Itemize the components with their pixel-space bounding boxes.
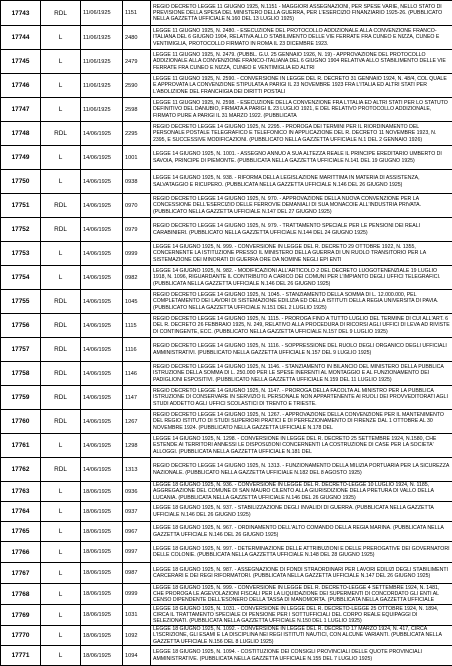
act-type: L — [41, 522, 81, 542]
record-number: 17748 — [1, 122, 41, 146]
table-row — [1, 605, 452, 626]
act-date: 14/06/1925 — [81, 410, 123, 434]
act-type: RDL — [41, 458, 81, 482]
table-row — [1, 26, 452, 50]
table-row — [1, 122, 452, 146]
act-number: 1298 — [123, 434, 151, 458]
act-number: 0967 — [123, 522, 151, 542]
act-number: 0979 — [123, 218, 151, 242]
act-description: REGIO DECRETO LEGGE 14 GIUGNO 1925, N. 1146. - STANZIAMENTO IN BILANCIO DEL MINISTERO DELLA PUBBLICA ISTRUZIONE DELLA SOMMA DI L. 250.000 PER LE SPESE INERENTI AL MONTAGGIO E AL FUNZIONAMENTO DEI PADIGLIONI ESPOSITIVI. (PUBBLICATO NELLA GAZZETTA UFFICIALE N.159 DEL 11 LUGLIO 1925) — [151, 362, 452, 386]
act-type: RDL — [41, 194, 81, 218]
table-row — [1, 290, 452, 314]
table-row — [1, 194, 452, 218]
act-type: L — [41, 26, 81, 50]
act-number: 1094 — [123, 646, 151, 666]
act-number: 2295 — [123, 122, 151, 146]
act-type: RDL — [41, 314, 81, 338]
act-description: REGIO DECRETO LEGGE 14 GIUGNO 1925, N. 1116. - SOPPRESSIONE DEL RUOLO DEGLI ORGANICO DEGLI UFFICIALI AMMINISTRATIVI. (PUBBLICATO NELLA GAZZETTA UFFICIALE N.157 DEL 9 LUGLIO 1925) — [151, 338, 452, 362]
act-description: LEGGE 18 GIUGNO 1925, N. 967. - ORDINAMENTO DELL'ALTO COMANDO DELLA REGIA MARINA. (PUBBLICATA NELLA GAZZETTA UFFICIALE N.146 DEL 26 GIUGNO 1925) — [151, 522, 452, 542]
act-type: RDL — [41, 1, 81, 26]
act-description: REGIO DECRETO LEGGE 14 GIUGNO 1925, N. 1313. - FUNZIONAMENTO DELLA MILIZIA PORTUARIA PER LA SICUREZZA NAZIONALE. (PUBBLICATO NELLA GAZZETTA UFFICIALE N.182 DEL 8 AGOSTO 1925) — [151, 458, 452, 482]
table-row — [1, 146, 452, 170]
act-type: L — [41, 502, 81, 522]
table-row — [1, 563, 452, 584]
act-description: LEGGE 18 GIUGNO 1925, N. 997. - DETERMINAZIONE DELLE ATTRIBUZIONI E DELLE PREROGATIVE DEI GOVERNATORI DELLE COLONIE. (PUBBLICATA NELLA GAZZETTA UFFICIALE N.148 DEL 28 GIUGNO 1925) — [151, 542, 452, 563]
record-number: 17743 — [1, 1, 41, 26]
act-type: L — [41, 170, 81, 194]
act-number: 0970 — [123, 194, 151, 218]
act-description: LEGGE 18 GIUGNO 1925, N. 1031. - CONVERSIONE IN LEGGE DEL R. DECRETO-LEGGE 25 OTTOBRE 1924, N. 1894, CIRCA IL TRATTAMENTO SPECIALE DI PENSIONE PER I SOTTUFFICIALI DEL CORPO REALE EQUIPAGGI DI SELEZIONATI. (PUBBLICATA NELLA GAZZETTA UFFICIALE N.150 DEL 1 LUGLIO 1925) — [151, 605, 452, 626]
act-description: LEGGE 11 GIUGNO 1925, N. 2479. (PUBBL. G.U. 25 GENNAIO 1926, N. 19) - APPROVAZIONE DEL PROTOCOLLO ADDIZIONALE ALLA CONVENZIONE FRANCO-ITALIANA DEL 6 GIUGNO 1904 RELATIVA ALLO STABILIMENTO DELLE VIE FERRATE FRA CUNEO E NIZZA, CUNEO E VENTIMIGLIA ED ALTRI — [151, 50, 452, 74]
act-date: 18/06/1925 — [81, 626, 123, 646]
table-row — [1, 434, 452, 458]
act-date: 18/06/1925 — [81, 605, 123, 626]
record-number: 17750 — [1, 170, 41, 194]
act-type: RDL — [41, 338, 81, 362]
act-date: 14/06/1925 — [81, 122, 123, 146]
table-row — [1, 626, 452, 646]
act-date: 11/06/1925 — [81, 74, 123, 98]
act-date: 11/06/1925 — [81, 1, 123, 26]
act-number: 0999 — [123, 242, 151, 266]
act-description: LEGGE 18 GIUGNO 1925, N. 937. - STABILIZZAZIONE DEGLI INVALIDI DI GUERRA. (PUBBLICATA NELLA GAZZETTA UFFICIALE N.146 DEL 26 GIUGNO 1925) — [151, 502, 452, 522]
act-date: 11/06/1925 — [81, 26, 123, 50]
act-description: LEGGE 18 GIUGNO 1925, N. 1092. - CONVERSIONE IN LEGGE DEL R. DECRETO 17 MARZO 1924, N. 417, CIRCA L'ISCRIZIONE, GLI ESAMI E LA DISCIPLINA NEI REGI ISTITUTI NAUTICI, CON ALCUNE VARIANTI. (PUBBLICATA NELLA GAZZETTA UFFICIALE N.156 DEL 8 LUGLIO 1925) — [151, 626, 452, 646]
decree-register-body — [1, 1, 452, 666]
act-number: 1115 — [123, 314, 151, 338]
act-number: 2598 — [123, 98, 151, 122]
record-number: 17757 — [1, 338, 41, 362]
act-number: 1045 — [123, 290, 151, 314]
record-number: 17747 — [1, 98, 41, 122]
act-description: LEGGE 14 GIUGNO 1925, N. 1298. - CONVERSIONE IN LEGGE DEL R. DECRETO 25 SETTEMBRE 1924, N.1580, CHE ESTENDE AI TERRITORI ANNESSI LE DISPOSIZIONI CONCERNENTI LA COSTRUZIONE DI CASE PER LA SOCIETA' ALLOGGI. (PUBBLICATA NELLA GAZZETTA UFFICIALE N.181 DEL — [151, 434, 452, 458]
table-row — [1, 458, 452, 482]
record-number: 17759 — [1, 386, 41, 410]
act-date: 11/06/1925 — [81, 50, 123, 74]
act-number: 2479 — [123, 50, 151, 74]
act-type: L — [41, 626, 81, 646]
act-description: REGIO DECRETO LEGGE 14 GIUGNO 1925, N. 2295. - PROROGA DEI TERMINI PER IL RIORDINAMENTO DEL PERSONALE POSTALE TELEGRAFICO E TELEFONICO IN APPLICAZIONE DEL R. DECRETO 11 NOVEMBRE 1923, N. 2395, E SUCCESSIVE MODIFICAZIONI. (PUBBLICATO NELLA GAZZETTA UFFICIALE N.1 DEL 2 GENNAIO 1926) — [151, 122, 452, 146]
act-date: 18/06/1925 — [81, 482, 123, 502]
act-date: 14/06/1925 — [81, 338, 123, 362]
act-type: L — [41, 563, 81, 584]
act-date: 18/06/1925 — [81, 542, 123, 563]
record-number: 17761 — [1, 434, 41, 458]
act-number: 1001 — [123, 146, 151, 170]
act-number: 0938 — [123, 170, 151, 194]
record-number: 17745 — [1, 50, 41, 74]
record-number: 17771 — [1, 646, 41, 666]
table-row — [1, 542, 452, 563]
act-date: 14/06/1925 — [81, 434, 123, 458]
act-date: 18/06/1925 — [81, 646, 123, 666]
record-number: 17760 — [1, 410, 41, 434]
act-description: LEGGE 11 GIUGNO 1925, N. 2590. - CONVERSIONE IN LEGGE DEL R. DECRETO 31 GENNAIO 1924, N. 48/4, COL QUALE E APPROVATA LA CONVENZIONE STIPULATA A PARIGI IL 23 NOVEMBRE 1923 FRA L'ITALIA ED ALTRI STATI PER L'ABOLIZIONE DEL FRANCHIGIA DEI DIRITTI POSTALI — [151, 74, 452, 98]
act-type: L — [41, 482, 81, 502]
act-number: 0982 — [123, 266, 151, 290]
act-type: L — [41, 50, 81, 74]
act-number: 1147 — [123, 386, 151, 410]
act-number: 0997 — [123, 542, 151, 563]
act-date: 18/06/1925 — [81, 584, 123, 605]
act-number: 1092 — [123, 626, 151, 646]
act-description: LEGGE 14 GIUGNO 1925, N. 982. - MODIFICAZIONI ALL'ARTICOLO 2 DEL DECRETO LUOGOTENENZIALE 19 LUGLIO 1918, N. 1096, RIGUARDANTE IL CONTRIBUTO A CARICO DEI COMUNI PER L'IMPIANTO DEGLI UFFICI TELEGRAFICI. (PUBBLICATA NELLA GAZZETTA UFFICIALE N.146 DEL 26 GIUGNO 1925) — [151, 266, 452, 290]
act-number: 0987 — [123, 563, 151, 584]
table-row — [1, 522, 452, 542]
act-description: LEGGE 14 GIUGNO 1925, N. 1001. - ASSEGNO ANNUO A SUA ALTEZZA REALE IL PRINCIPE EREDITARIO UMBERTO DI SAVOIA, PRINCIPE DI PIEMONTE. (PUBBLICATA NELLA GAZZETTA UFFICIALE N.141 DEL 19 GIUGNO 1925) — [151, 146, 452, 170]
record-number: 17752 — [1, 218, 41, 242]
record-number: 17746 — [1, 74, 41, 98]
act-type: L — [41, 242, 81, 266]
act-date: 18/06/1925 — [81, 563, 123, 584]
act-number: 2590 — [123, 74, 151, 98]
table-row — [1, 386, 452, 410]
table-row — [1, 74, 452, 98]
act-number: 1313 — [123, 458, 151, 482]
record-number: 17754 — [1, 266, 41, 290]
act-type: L — [41, 98, 81, 122]
act-description: REGIO DECRETO LEGGE 14 GIUGNO 1925, N. 1045. - STANZIAMENTO DELLA SOMMA DI L. 12.000.000, PEL COMPLETAMENTO DEI LAVORI DI SISTEMAZIONE EDILIZIA ED DELLA ISTITUTI DELLA REGIA UNIVERSITA DI PAVIA. (PUBBLICATO NELLA GAZZETTA UFFICIALE N.151 DEL 2 LUGLIO 1925) — [151, 290, 452, 314]
table-row — [1, 50, 452, 74]
act-number: 0999 — [123, 584, 151, 605]
record-number: 17751 — [1, 194, 41, 218]
record-number: 17766 — [1, 542, 41, 563]
act-type: RDL — [41, 218, 81, 242]
table-row — [1, 170, 452, 194]
record-number: 17770 — [1, 626, 41, 646]
act-number: 1116 — [123, 338, 151, 362]
table-row — [1, 242, 452, 266]
act-description: LEGGE 18 GIUGNO 1925, N. 987. - ASSEGNAZIONE DI FONDI STRAORDINARI PER LAVORI EDILIZI DEGLI STABILIMENTI CARCERARI E DEI REGI RIFORMATORI. (PUBBLICATA NELLA GAZZETTA UFFICIALE N.147 DEL 26 GIUGNO 1925) — [151, 563, 452, 584]
act-type: RDL — [41, 386, 81, 410]
act-date: 14/06/1925 — [81, 218, 123, 242]
act-date: 11/06/1925 — [81, 98, 123, 122]
record-number: 17744 — [1, 26, 41, 50]
record-number: 17765 — [1, 522, 41, 542]
act-number: 1031 — [123, 605, 151, 626]
record-number: 17753 — [1, 242, 41, 266]
act-date: 14/06/1925 — [81, 266, 123, 290]
act-date: 14/06/1925 — [81, 290, 123, 314]
act-description: LEGGE 18 GIUGNO 1925, N. 936. - CONVERSIONE IN LEGGE DEL R. DECRETO-LEGGE 10 LUGLIO 1924, N. 1185, AGGREGAZIONE DEL COMUNE DI SAN MAURO CILENTO ALLA GIURISDIZIONE DELLA PRETURA DI VALLO DELLA LUCANIA. (PUBBLICATA NELLA GAZZETTA UFFICIALE N.146 DEL 26 GIUGNO 1925) — [151, 482, 452, 502]
table-row — [1, 646, 452, 666]
act-type: RDL — [41, 362, 81, 386]
act-description: LEGGE 18 GIUGNO 1925, N. 999. - CONVERSIONE IN LEGGE DEL R. DECRETO-LEGGE 4 SETTEMBRE 1924, N. 1481, CHE PROROGA LE AGEVOLAZIONI FISCALI PER LA LIQUIDAZIONE DEI SUPERMENTI DI CONCORDATO GLI ENTI AL CENSO DIPENDENTE DELL'ESONERO DELLA TASSA DI MANOMORTA. (PUBBLICATA NELLA GAZZETTA UFFICIALE — [151, 584, 452, 605]
record-number: 17768 — [1, 584, 41, 605]
act-type: L — [41, 266, 81, 290]
act-number: 1267 — [123, 410, 151, 434]
table-row — [1, 218, 452, 242]
act-number: 1146 — [123, 362, 151, 386]
act-type: L — [41, 542, 81, 563]
act-description: REGIO DECRETO LEGGE 11 GIUGNO 1925, N.1151 - MAGGIORI ASSEGNAZIONI, PER SPESE VARIE, NELLO STATO DI PREVISIONE DELLA SPESA DEL MINISTERO DELLA GUERRA, PER L'ESERCIZIO FINANZIARIO 1925-26. (PUBBLICATO NELLA GAZZETTA UFFICIALE N.160 DEL 13 LUGLIO 1925) — [151, 1, 452, 26]
act-type: L — [41, 605, 81, 626]
act-description: LEGGE 14 GIUGNO 1925, N. 938. - RIFORMA DELLA LEGISLAZIONE MARITTIMA IN MATERIA DI ASSISTENZA, SALVATAGGIO E RICUPERO. (PUBBLICATA NELLA GAZZETTA UFFICIALE N.146 DEL 26 GIUGNO 1925) — [151, 170, 452, 194]
table-row — [1, 314, 452, 338]
act-type: L — [41, 646, 81, 666]
act-description: LEGGE 11 GIUGNO 1925, N. 2480. - ESECUZIONE DEL PROTOCOLLO ADDIZIONALE ALLA CONVENZIONE FRANCO-ITALIANA DEL 6 GIUGNO 1904, RELATIVA ALLO STABILIMENTO DELLE VIE FERRATE FRA CUNEO E NIZZA, CUNEO E VENTIMIGLIA, PROTOCOLLO FIRMATO IN ROMA IL 23 DICEMBRE 1923. — [151, 26, 452, 50]
act-description: LEGGE 14 GIUGNO 1925, N. 999. - CONVERSIONE IN LEGGE DEL R. DECRETO 29 OTTOBRE 1922, N. 1355, CONCERNENTE LA ISTITUZIONE PRESSO IL MINISTERO DELLA GUERRA DI UN RUOLO TRANSITORIO PER LA SISTEMAZIONE DEI MINORATI DI GUERRA ORE DA NOMINE NEGLI EPI ENTI — [151, 242, 452, 266]
act-date: 18/06/1925 — [81, 502, 123, 522]
act-date: 14/06/1925 — [81, 386, 123, 410]
act-number: 0937 — [123, 502, 151, 522]
record-number: 17762 — [1, 458, 41, 482]
act-date: 14/06/1925 — [81, 362, 123, 386]
act-type: RDL — [41, 122, 81, 146]
act-description: LEGGE 11 GIUGNO 1925, N. 2598. - ESECUZIONE DELLA CONVENZIONE FRA L'ITALIA ED ALTRI STATI PER LO STATUTO DEFINITIVO DEL DANUBIO, FIRMATA A PARIGI IL 23 LUGLIO 1921, E DEL RELATIVO PROTOCOLLO ADDIZIONALE, FIRMATO PURE A PARIGI IL 31 MARZO 1922. (PUBBLICATA — [151, 98, 452, 122]
act-type: L — [41, 146, 81, 170]
act-date: 14/06/1925 — [81, 194, 123, 218]
act-description: LEGGE 18 GIUGNO 1925, N. 1094. - COSTITUZIONE DEI CONSIGLI PROVINCIALI DELLE QUOTE PROVINCIALI AMMINISTRATIVE. (PUBBLICATA NELLA GAZZETTA UFFICIALE N.155 DEL 7 LUGLIO 1925) — [151, 646, 452, 666]
act-date: 14/06/1925 — [81, 170, 123, 194]
table-row — [1, 502, 452, 522]
act-date: 14/06/1925 — [81, 314, 123, 338]
act-date: 14/06/1925 — [81, 146, 123, 170]
table-row — [1, 482, 452, 502]
record-number: 17763 — [1, 482, 41, 502]
act-date: 18/06/1925 — [81, 522, 123, 542]
act-description: REGIO DECRETO LEGGE 14 GIUGNO 1925, N. 970. - APPROVAZIONE DELLA NUOVA CONVENZIONE PER LA CONCESSIONE DELL'ESERCIZIO DELLE FERROVIE DEMANIALI DI SUA MONACOIE ALL'INDUSTRIA PRIVATA. (PUBBLICATO NELLA GAZZETTA UFFICIALE N.147 DEL 27 GIUGNO 1925) — [151, 194, 452, 218]
act-type: L — [41, 584, 81, 605]
act-description: REGIO DECRETO LEGGE 14 GIUGNO 1925, N. 1115. - PROROGA FINO A TUTTO LUGLIO DEL TERMINE DI CUI ALL'ART. 6 DEL R. DECRETO 26 FEBBRAIO 1925, N. 249, RELATIVO ALLA PROCEDURA DI RICORSI AGLI UFFICI DI LEVA AD RIVISTE DI CONTINGENTE, ECC. (PUBBLICATO NELLA GAZZETTA UFFICIALE N.157 DEL 9 LUGLIO 1925) — [151, 314, 452, 338]
act-description: REGIO DECRETO LEGGE 14 GIUGNO 1925, N. 979. - TRATTAMENTO SPECIALE PER LE PENSIONI DEI REALI CARABINIERI. (PUBBLICATO NELLA GAZZETTA UFFICIALE N.144 DEL 24 GIUGNO 1925) — [151, 218, 452, 242]
table-row — [1, 584, 452, 605]
table-row — [1, 1, 452, 26]
record-number: 17764 — [1, 502, 41, 522]
act-description: REGIO DECRETO LEGGE 14 GIUGNO 1925, N. 1267. - APPROVAZIONE DELLA CONVENZIONE PER IL MANTENIMENTO DEL REGIO ISTITUTO DI STUDI SUPERIORI PRATICI E DI PERFEZIONAMENTO DI FIRENZE DAL 1 OTTOBRE AL 30 NOVEMBRE 1924. (PUBBLICATO NELLA GAZZETTA UFFICIALE N.178 DEL — [151, 410, 452, 434]
table-row — [1, 98, 452, 122]
record-number: 17755 — [1, 290, 41, 314]
act-date: 14/06/1925 — [81, 458, 123, 482]
record-number: 17767 — [1, 563, 41, 584]
act-number: 1151 — [123, 1, 151, 26]
record-number: 17769 — [1, 605, 41, 626]
act-type: L — [41, 74, 81, 98]
act-number: 2480 — [123, 26, 151, 50]
act-description: REGIO DECRETO LEGGE 14 GIUGNO 1925, N. 1147. - PROROGA DELLA FACOLTA AL MINISTRO PER LA PUBBLICA ISTRUZIONE DI CONSERVARE IN SERVIZIO IL PERSONALE NON APPARTENENTE AI RUOLI DEI PROVVEDITORATI AGLI STUDI ADDETTO AGLI UFFICI SCOLASTICI DI TRENTO E TRIESTE. — [151, 386, 452, 410]
table-row — [1, 266, 452, 290]
table-row — [1, 410, 452, 434]
table-row — [1, 338, 452, 362]
act-type: RDL — [41, 410, 81, 434]
act-date: 14/06/1925 — [81, 242, 123, 266]
record-number: 17756 — [1, 314, 41, 338]
record-number: 17758 — [1, 362, 41, 386]
table-row — [1, 362, 452, 386]
record-number: 17749 — [1, 146, 41, 170]
act-number: 0936 — [123, 482, 151, 502]
act-type: RDL — [41, 290, 81, 314]
act-type: L — [41, 434, 81, 458]
